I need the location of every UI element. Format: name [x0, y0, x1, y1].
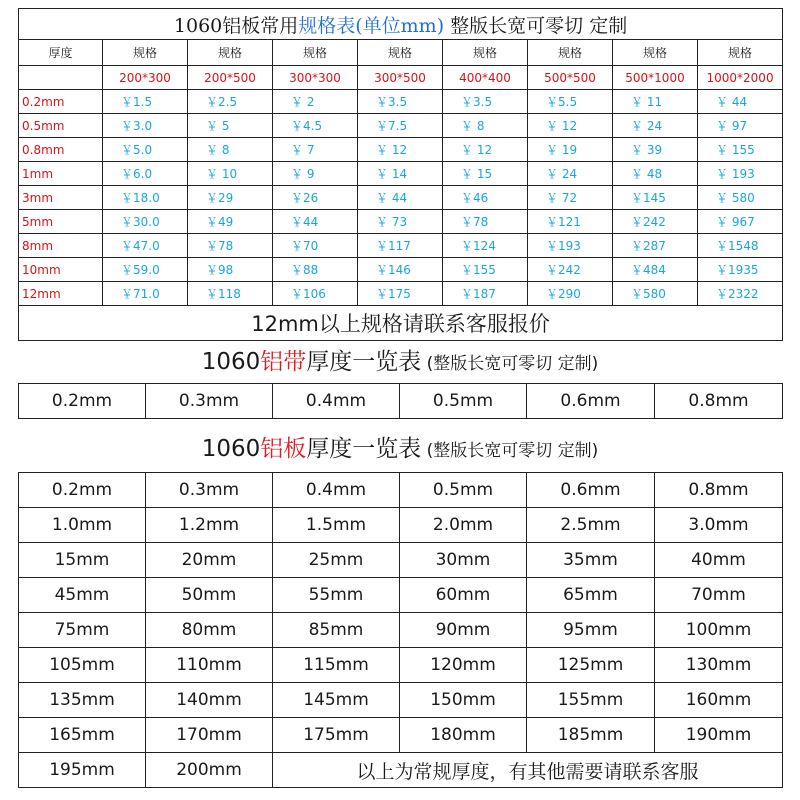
price-cell: ￥ 97 — [698, 114, 783, 138]
price-cell: ￥118 — [188, 282, 273, 306]
size-cell: 400*400 — [443, 66, 528, 90]
sheet-cell: 155mm — [527, 683, 655, 718]
sheet-section-title — [0, 430, 800, 463]
price-row — [19, 210, 783, 234]
price-cell: ￥ 10 — [188, 162, 273, 186]
price-cell: ￥ 12 — [358, 138, 443, 162]
price-table — [18, 8, 783, 341]
sheet-footer-note: 以上为常规厚度，有其他需要请联系客服 — [273, 753, 783, 788]
sheet-cell: 35mm — [527, 543, 655, 578]
price-cell: ￥26 — [273, 186, 358, 210]
sheet-row — [19, 578, 783, 613]
sheet-cell: 50mm — [146, 578, 273, 613]
sheet-title-highlight: 铝板 — [260, 436, 307, 462]
price-cell: ￥ 580 — [698, 186, 783, 210]
price-cell: ￥146 — [358, 258, 443, 282]
sheet-cell: 0.5mm — [400, 473, 527, 508]
sheet-row — [19, 718, 783, 753]
strip-cell: 0.4mm — [273, 384, 400, 419]
price-row — [19, 90, 783, 114]
size-cell: 500*500 — [528, 66, 613, 90]
sheet-title-prefix: 1060 — [201, 436, 261, 462]
header-spec: 规格 — [528, 40, 613, 66]
price-cell: ￥6.0 — [103, 162, 188, 186]
strip-cell: 0.6mm — [527, 384, 655, 419]
sheet-cell: 135mm — [19, 683, 146, 718]
sheet-cell: 1.2mm — [146, 508, 273, 543]
sheet-cell: 70mm — [655, 578, 783, 613]
sheet-cell: 20mm — [146, 543, 273, 578]
price-cell: ￥ 15 — [443, 162, 528, 186]
sheet-cell: 130mm — [655, 648, 783, 683]
price-cell: ￥ 155 — [698, 138, 783, 162]
price-cell: ￥124 — [443, 234, 528, 258]
price-cell: ￥121 — [528, 210, 613, 234]
sheet-cell: 150mm — [400, 683, 527, 718]
price-cell: ￥18.0 — [103, 186, 188, 210]
thickness-label: 0.2mm — [19, 90, 103, 114]
size-row — [19, 66, 783, 90]
sheet-cell: 0.2mm — [19, 473, 146, 508]
price-cell: ￥ 24 — [528, 162, 613, 186]
sheet-cell: 85mm — [273, 613, 400, 648]
sheet-cell: 0.8mm — [655, 473, 783, 508]
sheet-subtitle: (整版长宽可零切 定制) — [421, 441, 599, 461]
price-cell: ￥193 — [528, 234, 613, 258]
size-cell: 200*300 — [103, 66, 188, 90]
strip-title-highlight: 铝带 — [260, 349, 307, 375]
price-cell: ￥78 — [443, 210, 528, 234]
sheet-cell: 100mm — [655, 613, 783, 648]
price-table-section — [18, 8, 782, 341]
sheet-cell: 175mm — [273, 718, 400, 753]
sheet-cell: 80mm — [146, 613, 273, 648]
header-spec: 规格 — [443, 40, 528, 66]
price-cell: ￥98 — [188, 258, 273, 282]
sheet-thickness-table — [18, 472, 783, 788]
header-spec: 规格 — [698, 40, 783, 66]
price-note: 12mm以上规格请联系客服报价 — [19, 306, 783, 341]
sheet-cell: 110mm — [146, 648, 273, 683]
size-cell: 200*500 — [188, 66, 273, 90]
sheet-cell: 75mm — [19, 613, 146, 648]
price-cell: ￥117 — [358, 234, 443, 258]
price-cell: ￥ 11 — [613, 90, 698, 114]
thickness-label: 12mm — [19, 282, 103, 306]
size-cell: 300*500 — [358, 66, 443, 90]
price-row — [19, 114, 783, 138]
sheet-cell: 200mm — [146, 753, 273, 788]
price-cell: ￥5.0 — [103, 138, 188, 162]
price-cell: ￥1548 — [698, 234, 783, 258]
sheet-cell: 15mm — [19, 543, 146, 578]
sheet-cell: 0.3mm — [146, 473, 273, 508]
price-cell: ￥ 8 — [443, 114, 528, 138]
price-cell: ￥3.5 — [443, 90, 528, 114]
price-cell: ￥290 — [528, 282, 613, 306]
price-cell: ￥ 12 — [528, 114, 613, 138]
thickness-label: 10mm — [19, 258, 103, 282]
price-rows — [19, 90, 783, 306]
sheet-cell: 2.5mm — [527, 508, 655, 543]
sheet-row — [19, 683, 783, 718]
price-cell: ￥242 — [528, 258, 613, 282]
sheet-cell: 185mm — [527, 718, 655, 753]
sheet-cell: 120mm — [400, 648, 527, 683]
price-cell: ￥ 39 — [613, 138, 698, 162]
price-cell: ￥ 967 — [698, 210, 783, 234]
price-cell: ￥47.0 — [103, 234, 188, 258]
price-row — [19, 258, 783, 282]
price-cell: ￥3.5 — [358, 90, 443, 114]
strip-row — [19, 384, 783, 419]
sheet-cell: 0.4mm — [273, 473, 400, 508]
price-cell: ￥242 — [613, 210, 698, 234]
sheet-cell: 190mm — [655, 718, 783, 753]
sheet-cell: 40mm — [655, 543, 783, 578]
sheet-cell: 140mm — [146, 683, 273, 718]
price-cell: ￥4.5 — [273, 114, 358, 138]
price-cell: ￥30.0 — [103, 210, 188, 234]
strip-cell: 0.8mm — [655, 384, 783, 419]
strip-cell: 0.5mm — [400, 384, 527, 419]
price-cell: ￥71.0 — [103, 282, 188, 306]
price-cell: ￥44 — [273, 210, 358, 234]
price-cell: ￥ 19 — [528, 138, 613, 162]
price-cell: ￥1.5 — [103, 90, 188, 114]
price-cell: ￥70 — [273, 234, 358, 258]
price-cell: ￥7.5 — [358, 114, 443, 138]
price-cell: ￥ 73 — [358, 210, 443, 234]
sheet-cell: 1.0mm — [19, 508, 146, 543]
title-part-note: 整版长宽可零切 定制 — [444, 14, 628, 37]
title-part-unit: 规格表(单位mm) — [298, 14, 445, 37]
sheet-cell: 105mm — [19, 648, 146, 683]
thickness-label: 0.8mm — [19, 138, 103, 162]
sheet-cell: 55mm — [273, 578, 400, 613]
sheet-cell: 170mm — [146, 718, 273, 753]
sheet-cell: 0.6mm — [527, 473, 655, 508]
price-row — [19, 138, 783, 162]
price-cell: ￥49 — [188, 210, 273, 234]
price-row — [19, 234, 783, 258]
thickness-label: 1mm — [19, 162, 103, 186]
price-cell: ￥484 — [613, 258, 698, 282]
sheet-cell: 160mm — [655, 683, 783, 718]
header-spec: 规格 — [358, 40, 443, 66]
price-cell: ￥287 — [613, 234, 698, 258]
title-part-main: 1060铝板常用 — [173, 14, 299, 37]
sheet-cell: 180mm — [400, 718, 527, 753]
header-spec: 规格 — [188, 40, 273, 66]
sheet-cell: 1.5mm — [273, 508, 400, 543]
price-cell: ￥106 — [273, 282, 358, 306]
thickness-label: 8mm — [19, 234, 103, 258]
sheet-row — [19, 473, 783, 508]
price-cell: ￥ 48 — [613, 162, 698, 186]
price-cell: ￥ 24 — [613, 114, 698, 138]
sheet-cell: 115mm — [273, 648, 400, 683]
sheet-row — [19, 508, 783, 543]
strip-subtitle: (整版长宽可零切 定制) — [421, 354, 599, 374]
price-cell: ￥ 7 — [273, 138, 358, 162]
header-spec: 规格 — [613, 40, 698, 66]
sheet-cell: 60mm — [400, 578, 527, 613]
sheet-cell: 125mm — [527, 648, 655, 683]
sheet-cell: 195mm — [19, 753, 146, 788]
thickness-label: 3mm — [19, 186, 103, 210]
sheet-cell: 3.0mm — [655, 508, 783, 543]
size-cell: 500*1000 — [613, 66, 698, 90]
sheet-cell: 95mm — [527, 613, 655, 648]
strip-section-title — [0, 343, 800, 376]
price-row — [19, 162, 783, 186]
price-cell: ￥175 — [358, 282, 443, 306]
size-blank — [19, 66, 103, 90]
price-cell: ￥ 5 — [188, 114, 273, 138]
price-table-title — [19, 9, 783, 40]
sheet-title-rest: 厚度一览表 — [306, 436, 422, 462]
strip-title-rest: 厚度一览表 — [306, 349, 422, 375]
price-cell: ￥2322 — [698, 282, 783, 306]
price-cell: ￥ 44 — [358, 186, 443, 210]
sheet-cell: 145mm — [273, 683, 400, 718]
price-cell: ￥3.0 — [103, 114, 188, 138]
price-cell: ￥145 — [613, 186, 698, 210]
price-row — [19, 186, 783, 210]
thickness-label: 5mm — [19, 210, 103, 234]
strip-title-prefix: 1060 — [201, 349, 261, 375]
sheet-cell: 30mm — [400, 543, 527, 578]
sheet-rows — [19, 473, 783, 753]
strip-cell: 0.3mm — [146, 384, 273, 419]
header-spec: 规格 — [103, 40, 188, 66]
price-cell: ￥ 14 — [358, 162, 443, 186]
price-cell: ￥46 — [443, 186, 528, 210]
price-cell: ￥78 — [188, 234, 273, 258]
price-cell: ￥ 72 — [528, 186, 613, 210]
sheet-cell: 165mm — [19, 718, 146, 753]
sheet-row — [19, 613, 783, 648]
price-cell: ￥ 12 — [443, 138, 528, 162]
sheet-cell: 45mm — [19, 578, 146, 613]
price-cell: ￥187 — [443, 282, 528, 306]
size-cell: 300*300 — [273, 66, 358, 90]
price-cell: ￥ 44 — [698, 90, 783, 114]
strip-thickness-table — [18, 383, 783, 419]
price-cell: ￥59.0 — [103, 258, 188, 282]
sheet-cell: 90mm — [400, 613, 527, 648]
sheet-cell: 65mm — [527, 578, 655, 613]
header-thickness: 厚度 — [19, 40, 103, 66]
price-cell: ￥1935 — [698, 258, 783, 282]
price-cell: ￥29 — [188, 186, 273, 210]
sheet-cell: 2.0mm — [400, 508, 527, 543]
sheet-last-row — [19, 753, 783, 788]
price-cell: ￥ 2 — [273, 90, 358, 114]
size-cell: 1000*2000 — [698, 66, 783, 90]
strip-cell: 0.2mm — [19, 384, 146, 419]
price-cell: ￥ 9 — [273, 162, 358, 186]
header-spec: 规格 — [273, 40, 358, 66]
sheet-cell: 25mm — [273, 543, 400, 578]
price-cell: ￥5.5 — [528, 90, 613, 114]
sheet-row — [19, 648, 783, 683]
sheet-row — [19, 543, 783, 578]
price-cell: ￥88 — [273, 258, 358, 282]
price-cell: ￥ 193 — [698, 162, 783, 186]
price-row — [19, 282, 783, 306]
thickness-label: 0.5mm — [19, 114, 103, 138]
price-cell: ￥155 — [443, 258, 528, 282]
price-cell: ￥580 — [613, 282, 698, 306]
header-row — [19, 40, 783, 66]
price-cell: ￥2.5 — [188, 90, 273, 114]
price-cell: ￥ 8 — [188, 138, 273, 162]
